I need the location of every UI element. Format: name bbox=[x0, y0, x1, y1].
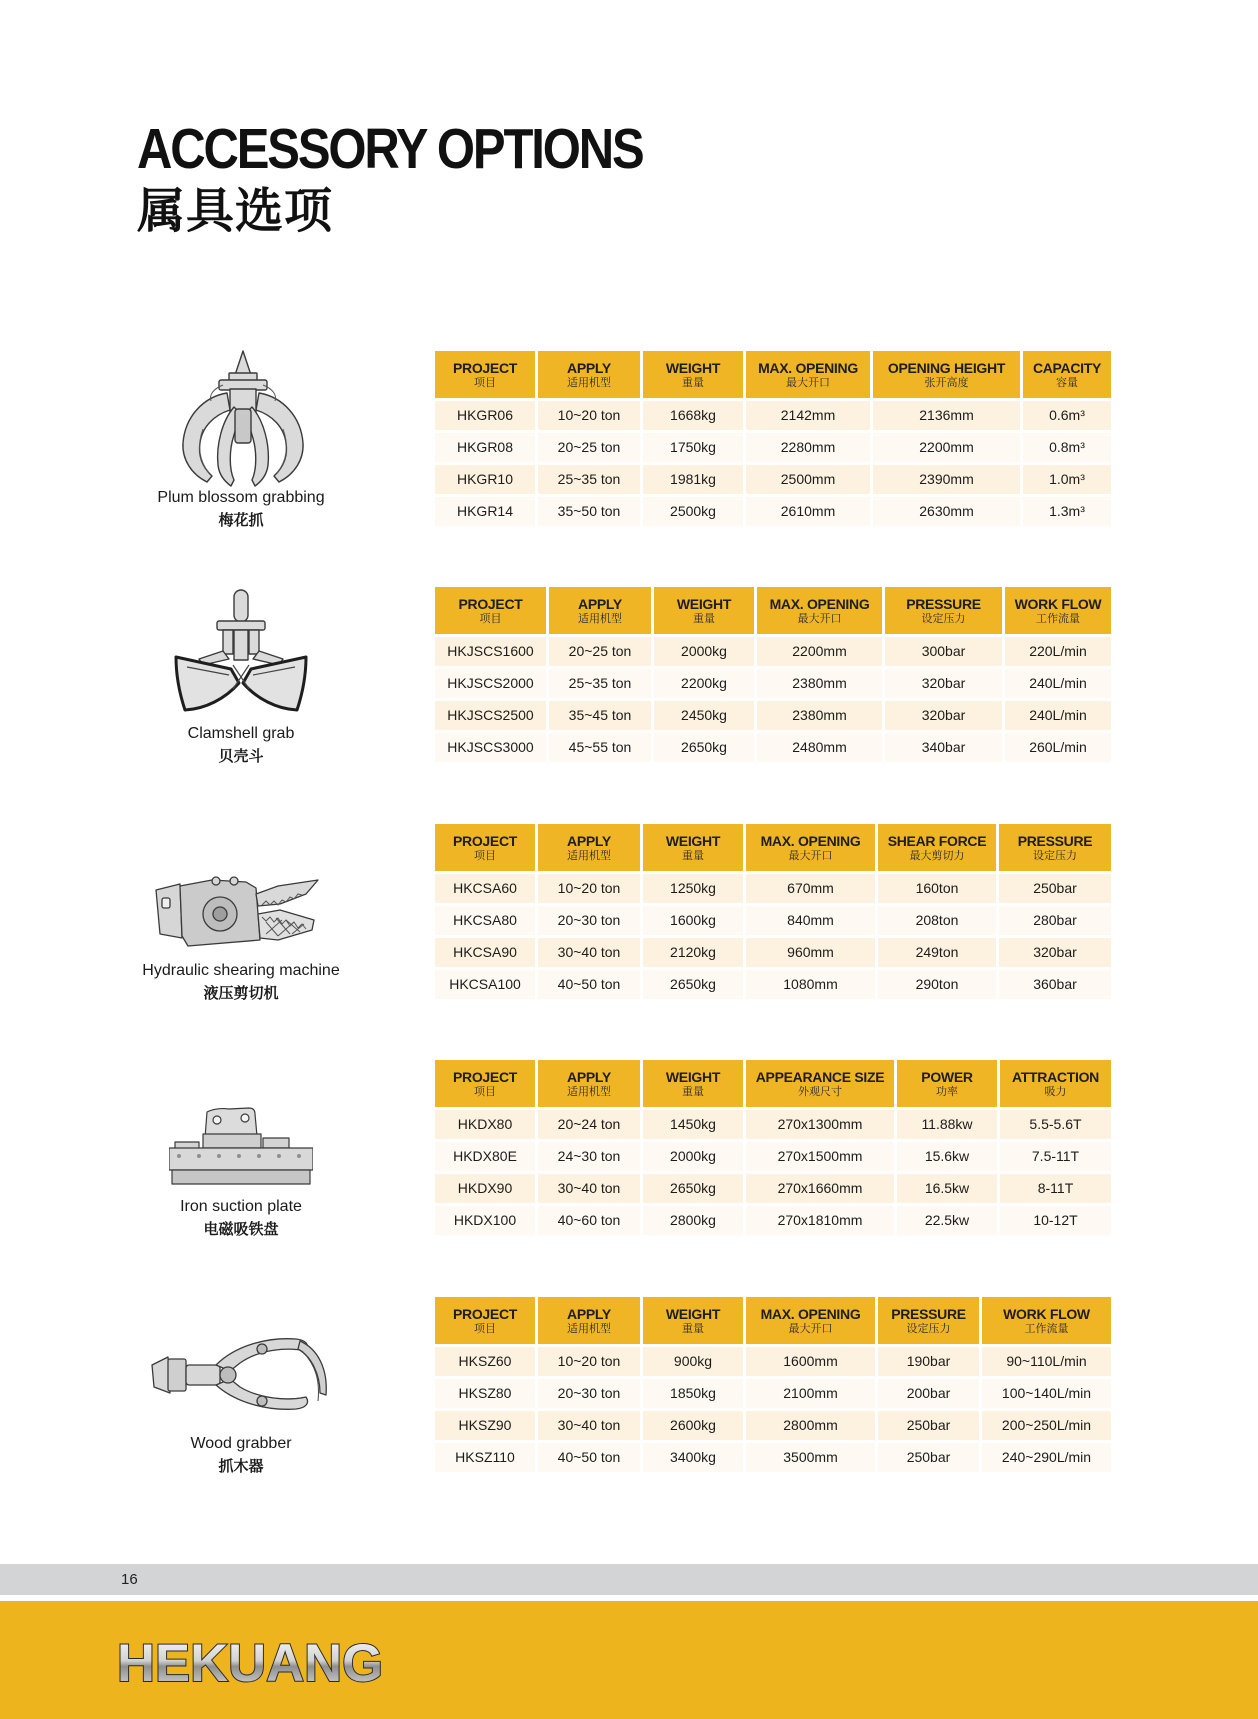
table-cell: 270x1660mm bbox=[746, 1174, 894, 1203]
footer-grey-bar bbox=[0, 1564, 1258, 1595]
table-cell: HKGR06 bbox=[435, 401, 535, 430]
table-cell: 960mm bbox=[746, 938, 875, 967]
table-cell: 2500mm bbox=[746, 465, 870, 494]
table-cell: 840mm bbox=[746, 906, 875, 935]
table-cell: HKJSCS3000 bbox=[435, 733, 546, 762]
product-caption bbox=[120, 1433, 362, 1477]
table-cell: 290ton bbox=[878, 970, 996, 999]
table-cell: 1600mm bbox=[746, 1347, 875, 1376]
column-header-label: OPENING HEIGHT bbox=[887, 359, 1006, 376]
table-cell: 2200mm bbox=[757, 637, 882, 666]
spec-table-clamshell-grab bbox=[435, 587, 1111, 762]
table-cell: HKCSA90 bbox=[435, 938, 535, 967]
table-header-cell bbox=[538, 1060, 640, 1107]
column-header-label-cn: 项目 bbox=[474, 375, 496, 389]
table-cell: 3400kg bbox=[643, 1443, 743, 1472]
column-header-label: PRESSURE bbox=[906, 595, 981, 612]
table-row bbox=[435, 401, 1111, 430]
hydraulic-shear-image bbox=[154, 874, 320, 950]
table-row bbox=[435, 701, 1111, 730]
table-cell: 10~20 ton bbox=[538, 874, 640, 903]
table-header-cell bbox=[435, 587, 546, 634]
table-cell: 1.0m³ bbox=[1023, 465, 1111, 494]
column-header-label-cn: 重量 bbox=[682, 375, 704, 389]
product-section-clamshell-grab bbox=[0, 587, 1258, 767]
table-row bbox=[435, 465, 1111, 494]
column-header-label-cn: 设定压力 bbox=[1033, 848, 1077, 862]
table-cell: HKCSA80 bbox=[435, 906, 535, 935]
table-cell: HKSZ110 bbox=[435, 1443, 535, 1472]
table-cell: 2500kg bbox=[643, 497, 743, 526]
table-cell: 1981kg bbox=[643, 465, 743, 494]
table-header-cell bbox=[643, 1297, 743, 1344]
table-header-cell bbox=[643, 824, 743, 871]
column-header-label: APPLY bbox=[578, 595, 622, 612]
table-row bbox=[435, 1110, 1111, 1139]
table-cell: 10~20 ton bbox=[538, 1347, 640, 1376]
product-name-cn: 电磁吸铁盘 bbox=[203, 1220, 279, 1238]
column-header-label-cn: 项目 bbox=[479, 611, 502, 625]
column-header-label: MAX. OPENING bbox=[769, 595, 870, 612]
product-caption bbox=[120, 723, 362, 767]
column-header-label-cn: 张开高度 bbox=[924, 375, 969, 389]
table-cell: HKDX80E bbox=[435, 1142, 535, 1171]
table-cell: 250bar bbox=[878, 1411, 979, 1440]
table-header-row bbox=[435, 1060, 1111, 1107]
product-caption bbox=[120, 960, 362, 1004]
column-header-label-cn: 最大开口 bbox=[786, 375, 830, 389]
table-header-cell bbox=[878, 824, 996, 871]
table-cell: 270x1810mm bbox=[746, 1206, 894, 1235]
table-cell: 3500mm bbox=[746, 1443, 875, 1472]
product-name: Iron suction plate bbox=[180, 1198, 302, 1215]
table-cell: 2610mm bbox=[746, 497, 870, 526]
table-header-cell bbox=[1000, 1060, 1111, 1107]
table-header-cell bbox=[538, 824, 640, 871]
column-header-label: WEIGHT bbox=[665, 832, 721, 849]
column-header-label-cn: 项目 bbox=[474, 1084, 496, 1098]
table-cell: 670mm bbox=[746, 874, 875, 903]
column-header-label: PROJECT bbox=[458, 595, 523, 612]
table-cell: 2800mm bbox=[746, 1411, 875, 1440]
column-header-label: MAX. OPENING bbox=[760, 1305, 861, 1322]
column-header-label-cn: 最大剪切力 bbox=[909, 848, 965, 862]
column-header-label-cn: 重量 bbox=[682, 1084, 704, 1098]
column-header-label-cn: 适用机型 bbox=[567, 1084, 611, 1098]
table-cell: 240L/min bbox=[1005, 669, 1111, 698]
plum-blossom-grab-image bbox=[173, 349, 313, 490]
table-cell: 240~290L/min bbox=[982, 1443, 1111, 1472]
table-cell: 5.5-5.6T bbox=[1000, 1110, 1111, 1139]
table-cell: 1750kg bbox=[643, 433, 743, 462]
column-header-label: APPEARANCE SIZE bbox=[755, 1068, 885, 1085]
product-section-plum-blossom-grab bbox=[0, 351, 1258, 531]
table-row bbox=[435, 938, 1111, 967]
table-cell: 220L/min bbox=[1005, 637, 1111, 666]
table-cell: 40~60 ton bbox=[538, 1206, 640, 1235]
table-cell: HKJSCS2000 bbox=[435, 669, 546, 698]
table-cell: 2142mm bbox=[746, 401, 870, 430]
table-cell: 40~50 ton bbox=[538, 1443, 640, 1472]
table-cell: 35~45 ton bbox=[549, 701, 651, 730]
column-header-label: CAPACITY bbox=[1032, 359, 1102, 376]
table-cell: 2280mm bbox=[746, 433, 870, 462]
table-cell: 280bar bbox=[999, 906, 1111, 935]
table-cell: 30~40 ton bbox=[538, 1174, 640, 1203]
table-cell: 2200kg bbox=[654, 669, 754, 698]
table-cell: 25~35 ton bbox=[538, 465, 640, 494]
column-header-label-cn: 最大开口 bbox=[788, 1321, 833, 1335]
table-header-cell bbox=[878, 1297, 979, 1344]
table-cell: HKJSCS2500 bbox=[435, 701, 546, 730]
product-name: Plum blossom grabbing bbox=[157, 489, 325, 506]
table-header-cell bbox=[1023, 351, 1111, 398]
table-row bbox=[435, 497, 1111, 526]
table-cell: 320bar bbox=[885, 669, 1002, 698]
spec-table-plum-blossom-grab bbox=[435, 351, 1111, 526]
table-cell: 240L/min bbox=[1005, 701, 1111, 730]
table-header-cell bbox=[746, 1297, 875, 1344]
table-cell: 2630mm bbox=[873, 497, 1020, 526]
column-header-label: WEIGHT bbox=[676, 595, 732, 612]
table-cell: 1450kg bbox=[643, 1110, 743, 1139]
table-cell: HKSZ60 bbox=[435, 1347, 535, 1376]
table-cell: 260L/min bbox=[1005, 733, 1111, 762]
table-cell: 1668kg bbox=[643, 401, 743, 430]
table-cell: 22.5kw bbox=[897, 1206, 997, 1235]
table-cell: 10-12T bbox=[1000, 1206, 1111, 1235]
table-header-cell bbox=[435, 1060, 535, 1107]
table-cell: HKDX100 bbox=[435, 1206, 535, 1235]
table-header-row bbox=[435, 824, 1111, 871]
brand-logo bbox=[114, 1637, 388, 1687]
column-header-label-cn: 功率 bbox=[936, 1084, 958, 1098]
table-header-row bbox=[435, 587, 1111, 634]
column-header-label-cn: 容量 bbox=[1056, 375, 1078, 389]
product-section-wood-grabber bbox=[0, 1297, 1258, 1477]
table-row bbox=[435, 1347, 1111, 1376]
table-header-cell bbox=[1005, 587, 1111, 634]
table-header-cell bbox=[538, 351, 640, 398]
page-title: ACCESSORY OPTIONS bbox=[137, 117, 643, 181]
table-cell: 2000kg bbox=[643, 1142, 743, 1171]
table-cell: HKGR08 bbox=[435, 433, 535, 462]
brand-logo-text: HEKUANG bbox=[117, 1637, 383, 1687]
table-cell: 200~250L/min bbox=[982, 1411, 1111, 1440]
spec-table-iron-suction-plate bbox=[435, 1060, 1111, 1235]
table-cell: HKGR14 bbox=[435, 497, 535, 526]
table-cell: 2450kg bbox=[654, 701, 754, 730]
table-header-cell bbox=[549, 587, 651, 634]
table-row bbox=[435, 1411, 1111, 1440]
clamshell-grab-image bbox=[173, 589, 309, 714]
table-cell: 270x1300mm bbox=[746, 1110, 894, 1139]
table-cell: 0.6m³ bbox=[1023, 401, 1111, 430]
table-cell: 2120kg bbox=[643, 938, 743, 967]
table-cell: 2380mm bbox=[757, 701, 882, 730]
table-cell: 1080mm bbox=[746, 970, 875, 999]
table-header-cell bbox=[643, 1060, 743, 1107]
table-cell: 360bar bbox=[999, 970, 1111, 999]
table-cell: 24~30 ton bbox=[538, 1142, 640, 1171]
table-header-cell bbox=[654, 587, 754, 634]
table-row bbox=[435, 874, 1111, 903]
table-cell: HKDX90 bbox=[435, 1174, 535, 1203]
column-header-label: POWER bbox=[921, 1068, 973, 1085]
table-cell: 0.8m³ bbox=[1023, 433, 1111, 462]
wood-grabber-image bbox=[150, 1335, 332, 1415]
table-row bbox=[435, 1443, 1111, 1472]
table-cell: HKCSA100 bbox=[435, 970, 535, 999]
column-header-label-cn: 重量 bbox=[682, 1321, 704, 1335]
footer-brand-bar bbox=[0, 1601, 1258, 1719]
column-header-label: SHEAR FORCE bbox=[887, 832, 987, 849]
table-cell: 100~140L/min bbox=[982, 1379, 1111, 1408]
table-header-cell bbox=[746, 351, 870, 398]
product-name-cn: 贝壳斗 bbox=[218, 747, 264, 765]
column-header-label: PROJECT bbox=[452, 1068, 518, 1085]
column-header-label: WEIGHT bbox=[665, 1068, 721, 1085]
column-header-label-cn: 设定压力 bbox=[921, 611, 966, 625]
table-cell: 1600kg bbox=[643, 906, 743, 935]
table-cell: 190bar bbox=[878, 1347, 979, 1376]
table-header-row bbox=[435, 1297, 1111, 1344]
table-cell: 1.3m³ bbox=[1023, 497, 1111, 526]
table-row bbox=[435, 970, 1111, 999]
product-name-cn: 抓木器 bbox=[218, 1457, 264, 1475]
table-cell: 2480mm bbox=[757, 733, 882, 762]
table-cell: 90~110L/min bbox=[982, 1347, 1111, 1376]
product-name: Hydraulic shearing machine bbox=[142, 962, 340, 979]
table-cell: HKSZ90 bbox=[435, 1411, 535, 1440]
column-header-label-cn: 吸力 bbox=[1044, 1084, 1067, 1098]
table-cell: 2390mm bbox=[873, 465, 1020, 494]
product-name: Clamshell grab bbox=[187, 725, 295, 742]
table-cell: 20~24 ton bbox=[538, 1110, 640, 1139]
table-cell: 320bar bbox=[999, 938, 1111, 967]
table-header-cell bbox=[999, 824, 1111, 871]
table-row bbox=[435, 906, 1111, 935]
spec-table-wood-grabber bbox=[435, 1297, 1111, 1472]
table-cell: 20~30 ton bbox=[538, 906, 640, 935]
table-header-cell bbox=[435, 1297, 535, 1344]
table-cell: 249ton bbox=[878, 938, 996, 967]
product-caption bbox=[120, 1196, 362, 1240]
table-header-row bbox=[435, 351, 1111, 398]
table-cell: 40~50 ton bbox=[538, 970, 640, 999]
column-header-label: MAX. OPENING bbox=[758, 359, 858, 376]
table-cell: 30~40 ton bbox=[538, 1411, 640, 1440]
table-cell: 2200mm bbox=[873, 433, 1020, 462]
table-cell: HKCSA60 bbox=[435, 874, 535, 903]
column-header-label: ATTRACTION bbox=[1012, 1068, 1099, 1085]
product-name-cn: 梅花抓 bbox=[218, 511, 264, 529]
table-header-cell bbox=[885, 587, 1002, 634]
column-header-label-cn: 最大开口 bbox=[788, 848, 833, 862]
table-header-cell bbox=[435, 824, 535, 871]
spec-table-hydraulic-shear bbox=[435, 824, 1111, 999]
table-row bbox=[435, 669, 1111, 698]
table-header-cell bbox=[643, 351, 743, 398]
page-title-cn: 属具选项 bbox=[137, 183, 334, 239]
table-cell: 35~50 ton bbox=[538, 497, 640, 526]
column-header-label-cn: 工作流量 bbox=[1036, 611, 1080, 625]
table-header-cell bbox=[746, 1060, 894, 1107]
column-header-label: PROJECT bbox=[452, 832, 518, 849]
table-row bbox=[435, 733, 1111, 762]
table-cell: 1250kg bbox=[643, 874, 743, 903]
column-header-label-cn: 适用机型 bbox=[567, 1321, 611, 1335]
column-header-label: WEIGHT bbox=[665, 359, 721, 376]
table-cell: 2000kg bbox=[654, 637, 754, 666]
table-row bbox=[435, 637, 1111, 666]
column-header-label-cn: 适用机型 bbox=[567, 375, 611, 389]
table-cell: 900kg bbox=[643, 1347, 743, 1376]
table-cell: 2650kg bbox=[643, 970, 743, 999]
table-header-cell bbox=[746, 824, 875, 871]
table-row bbox=[435, 1206, 1111, 1235]
table-cell: HKGR10 bbox=[435, 465, 535, 494]
table-cell: 2100mm bbox=[746, 1379, 875, 1408]
table-cell: 20~25 ton bbox=[549, 637, 651, 666]
column-header-label: MAX. OPENING bbox=[760, 832, 861, 849]
page-number: 16 bbox=[121, 1571, 138, 1588]
table-cell: 270x1500mm bbox=[746, 1142, 894, 1171]
column-header-label-cn: 设定压力 bbox=[906, 1321, 951, 1335]
table-cell: 160ton bbox=[878, 874, 996, 903]
table-cell: 15.6kw bbox=[897, 1142, 997, 1171]
table-cell: 11.88kw bbox=[897, 1110, 997, 1139]
table-header-cell bbox=[982, 1297, 1111, 1344]
table-cell: 208ton bbox=[878, 906, 996, 935]
column-header-label: PROJECT bbox=[452, 1305, 518, 1322]
table-cell: 250bar bbox=[999, 874, 1111, 903]
product-name: Wood grabber bbox=[190, 1435, 292, 1452]
table-cell: HKJSCS1600 bbox=[435, 637, 546, 666]
column-header-label-cn: 适用机型 bbox=[578, 611, 622, 625]
table-cell: 7.5-11T bbox=[1000, 1142, 1111, 1171]
table-header-cell bbox=[757, 587, 882, 634]
column-header-label-cn: 项目 bbox=[474, 848, 496, 862]
column-header-label: WEIGHT bbox=[665, 1305, 721, 1322]
column-header-label: PRESSURE bbox=[1017, 832, 1093, 849]
table-cell: 300bar bbox=[885, 637, 1002, 666]
column-header-label: WORK FLOW bbox=[1014, 595, 1102, 612]
table-cell: 2650kg bbox=[643, 1174, 743, 1203]
table-cell: 25~35 ton bbox=[549, 669, 651, 698]
table-cell: 200bar bbox=[878, 1379, 979, 1408]
table-cell: 340bar bbox=[885, 733, 1002, 762]
table-cell: 16.5kw bbox=[897, 1174, 997, 1203]
table-cell: 1850kg bbox=[643, 1379, 743, 1408]
column-header-label: APPLY bbox=[567, 832, 611, 849]
table-row bbox=[435, 1142, 1111, 1171]
table-cell: 320bar bbox=[885, 701, 1002, 730]
product-section-hydraulic-shear bbox=[0, 824, 1258, 1004]
table-row bbox=[435, 433, 1111, 462]
iron-suction-plate-image bbox=[169, 1106, 313, 1187]
table-cell: 20~25 ton bbox=[538, 433, 640, 462]
product-section-iron-suction-plate bbox=[0, 1060, 1258, 1240]
product-caption bbox=[120, 487, 362, 531]
column-header-label: PRESSURE bbox=[891, 1305, 966, 1322]
table-header-cell bbox=[538, 1297, 640, 1344]
column-header-label-cn: 项目 bbox=[474, 1321, 496, 1335]
table-cell: HKDX80 bbox=[435, 1110, 535, 1139]
table-cell: 45~55 ton bbox=[549, 733, 651, 762]
column-header-label: PROJECT bbox=[452, 359, 518, 376]
column-header-label-cn: 外观尺寸 bbox=[798, 1084, 842, 1098]
product-name-cn: 液压剪切机 bbox=[203, 984, 279, 1002]
table-cell: HKSZ80 bbox=[435, 1379, 535, 1408]
table-row bbox=[435, 1379, 1111, 1408]
column-header-label-cn: 重量 bbox=[682, 848, 704, 862]
column-header-label: APPLY bbox=[567, 359, 611, 376]
column-header-label: WORK FLOW bbox=[1003, 1305, 1090, 1322]
table-cell: 2380mm bbox=[757, 669, 882, 698]
column-header-label-cn: 最大开口 bbox=[797, 611, 842, 625]
table-cell: 10~20 ton bbox=[538, 401, 640, 430]
table-cell: 8-11T bbox=[1000, 1174, 1111, 1203]
table-cell: 20~30 ton bbox=[538, 1379, 640, 1408]
column-header-label-cn: 工作流量 bbox=[1024, 1321, 1069, 1335]
table-cell: 2650kg bbox=[654, 733, 754, 762]
table-cell: 2136mm bbox=[873, 401, 1020, 430]
column-header-label: APPLY bbox=[567, 1305, 611, 1322]
column-header-label-cn: 适用机型 bbox=[567, 848, 611, 862]
table-header-cell bbox=[873, 351, 1020, 398]
table-header-cell bbox=[435, 351, 535, 398]
table-header-cell bbox=[897, 1060, 997, 1107]
table-cell: 2800kg bbox=[643, 1206, 743, 1235]
table-cell: 2600kg bbox=[643, 1411, 743, 1440]
table-row bbox=[435, 1174, 1111, 1203]
column-header-label-cn: 重量 bbox=[693, 611, 715, 625]
table-cell: 250bar bbox=[878, 1443, 979, 1472]
table-cell: 30~40 ton bbox=[538, 938, 640, 967]
column-header-label: APPLY bbox=[567, 1068, 611, 1085]
